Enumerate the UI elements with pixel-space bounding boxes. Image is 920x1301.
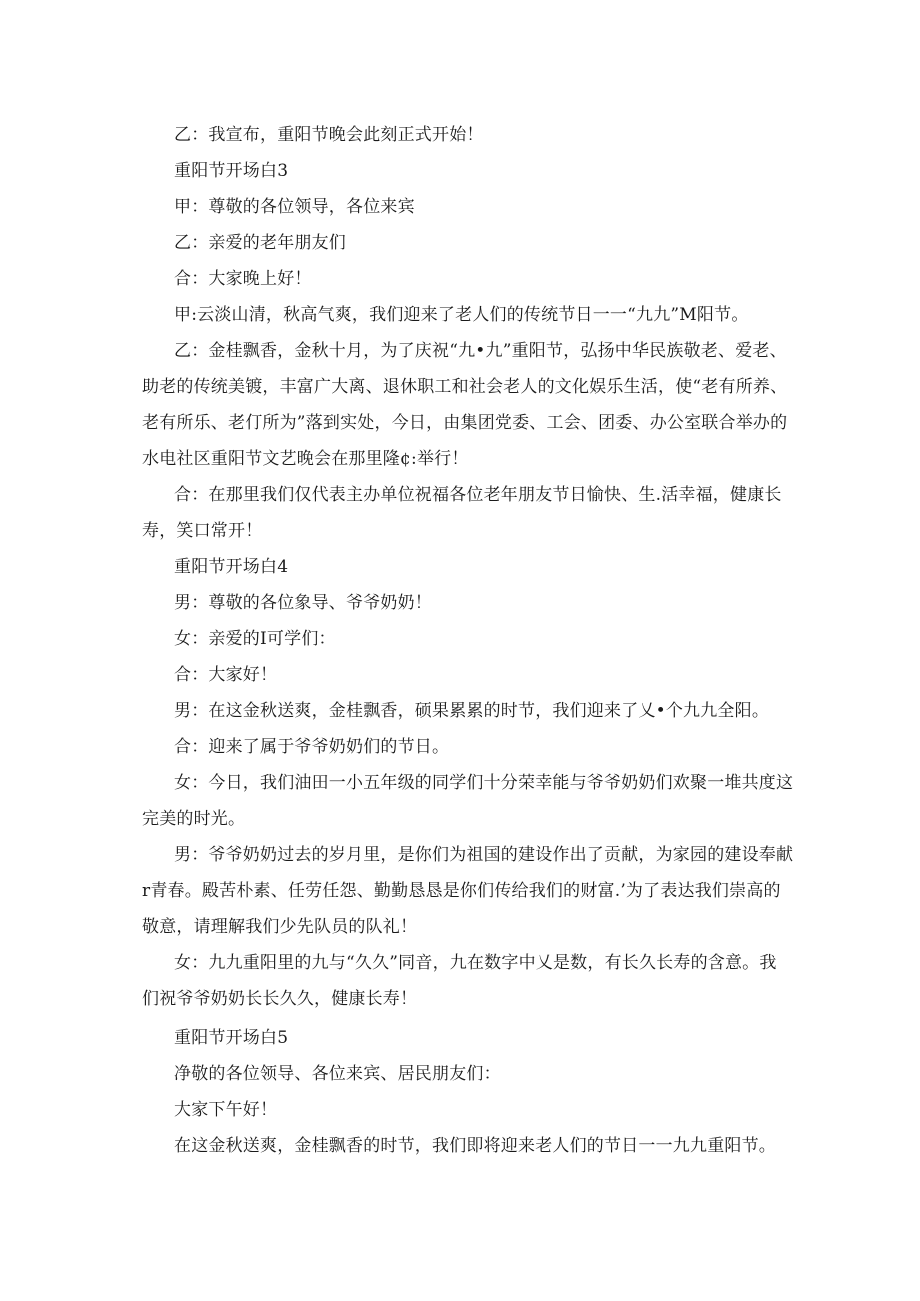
text-line: 合：在那里我们仅代表主办单位祝福各位老年朋友节日愉快、生.活幸福，健康长 xyxy=(174,485,782,505)
paragraph xyxy=(142,477,794,549)
text-line: 重阳节开场白4 xyxy=(174,557,289,577)
paragraph xyxy=(142,765,794,837)
text-line: 们祝爷爷奶奶长长久久，健康长寿！ xyxy=(142,989,418,1009)
text-line: r青春。殿苦朴素、任劳任怨、勤勤恳恳是你们传给我们的财富.’为了表达我们崇高的 xyxy=(142,881,781,901)
text-line: 完美的时光。 xyxy=(142,809,246,829)
text-line: 女：亲爱的I可学们： xyxy=(174,629,336,649)
text-line: 乙：亲爱的老年朋友们 xyxy=(174,233,346,253)
paragraph xyxy=(174,225,794,261)
text-line: 女：今日，我们油田一小五年级的同学们十分荣幸能与爷爷奶奶们欢聚一堆共度这 xyxy=(174,773,794,793)
text-line: 男：爷爷奶奶过去的岁月里，是你们为祖国的建设作出了贡献，为家园的建设奉献 xyxy=(174,845,794,865)
paragraph xyxy=(142,945,794,1017)
text-line: 乙：我宣布，重阳节晚会此刻正式开始！ xyxy=(174,125,484,145)
paragraph xyxy=(174,657,794,693)
text-line: 水电社区重阳节文艺晚会在那里隆¢:举行！ xyxy=(142,449,469,469)
paragraph xyxy=(174,693,794,729)
paragraph xyxy=(174,1056,794,1092)
text-line: 男：尊敬的各位象导、爷爷奶奶！ xyxy=(174,593,432,613)
text-line: 重阳节开场白5 xyxy=(174,1028,289,1048)
paragraph xyxy=(174,621,794,657)
paragraph xyxy=(174,117,794,153)
section-heading xyxy=(174,549,794,585)
text-line: 甲：尊敬的各位领导，各位来宾 xyxy=(174,197,415,217)
text-line: 大家下午好！ xyxy=(174,1100,278,1120)
text-line: 寿，笑口常开！ xyxy=(142,521,263,541)
paragraph xyxy=(174,297,794,333)
paragraph xyxy=(174,585,794,621)
paragraph xyxy=(174,1128,794,1164)
text-line: 净敬的各位领导、各位来宾、居民朋友们： xyxy=(174,1064,501,1084)
section-heading xyxy=(174,1020,794,1056)
paragraph xyxy=(142,333,794,477)
text-line: 女：九九重阳里的九与“久久”同音，九在数字中乂是数，有长久长寿的含意。我 xyxy=(174,953,777,973)
paragraph xyxy=(142,837,794,945)
paragraph xyxy=(174,729,794,765)
text-line: 乙：金桂飘香，金秋十月，为了庆祝“九•九”重阳节，弘扬中华民族敬老、爱老、 xyxy=(174,341,787,361)
text-line: 重阳节开场白3 xyxy=(174,161,289,181)
text-line: 合：迎来了属于爷爷奶奶们的节日。 xyxy=(174,737,450,757)
text-line: 助老的传统美镀，丰富广大离、退休职工和社会老人的文化娱乐生活，使“老有所养、 xyxy=(142,377,788,397)
text-line: 合：大家好！ xyxy=(174,665,278,685)
text-line: 敬意，请理解我们少先队员的队礼！ xyxy=(142,917,418,937)
paragraph xyxy=(174,189,794,225)
section-heading xyxy=(174,153,794,189)
paragraph xyxy=(174,1092,794,1128)
paragraph xyxy=(174,261,794,297)
text-line: 在这金秋送爽，金桂飘香的时节，我们即将迎来老人们的节日一一九九重阳节。 xyxy=(174,1136,776,1156)
text-line: 男：在这金秋送爽，金桂飘香，硕果累累的时节，我们迎来了乂•个九九全阳。 xyxy=(174,701,770,721)
text-line: 老有所乐、老仃所为”落到实处，今日，由集团党委、工会、团委、办公室联合举办的 xyxy=(142,413,788,433)
text-line: 合：大家晚上好！ xyxy=(174,269,312,289)
text-line: 甲:云淡山清，秋高气爽，我们迎来了老人们的传统节日一一“九九”M阳节。 xyxy=(174,305,749,325)
